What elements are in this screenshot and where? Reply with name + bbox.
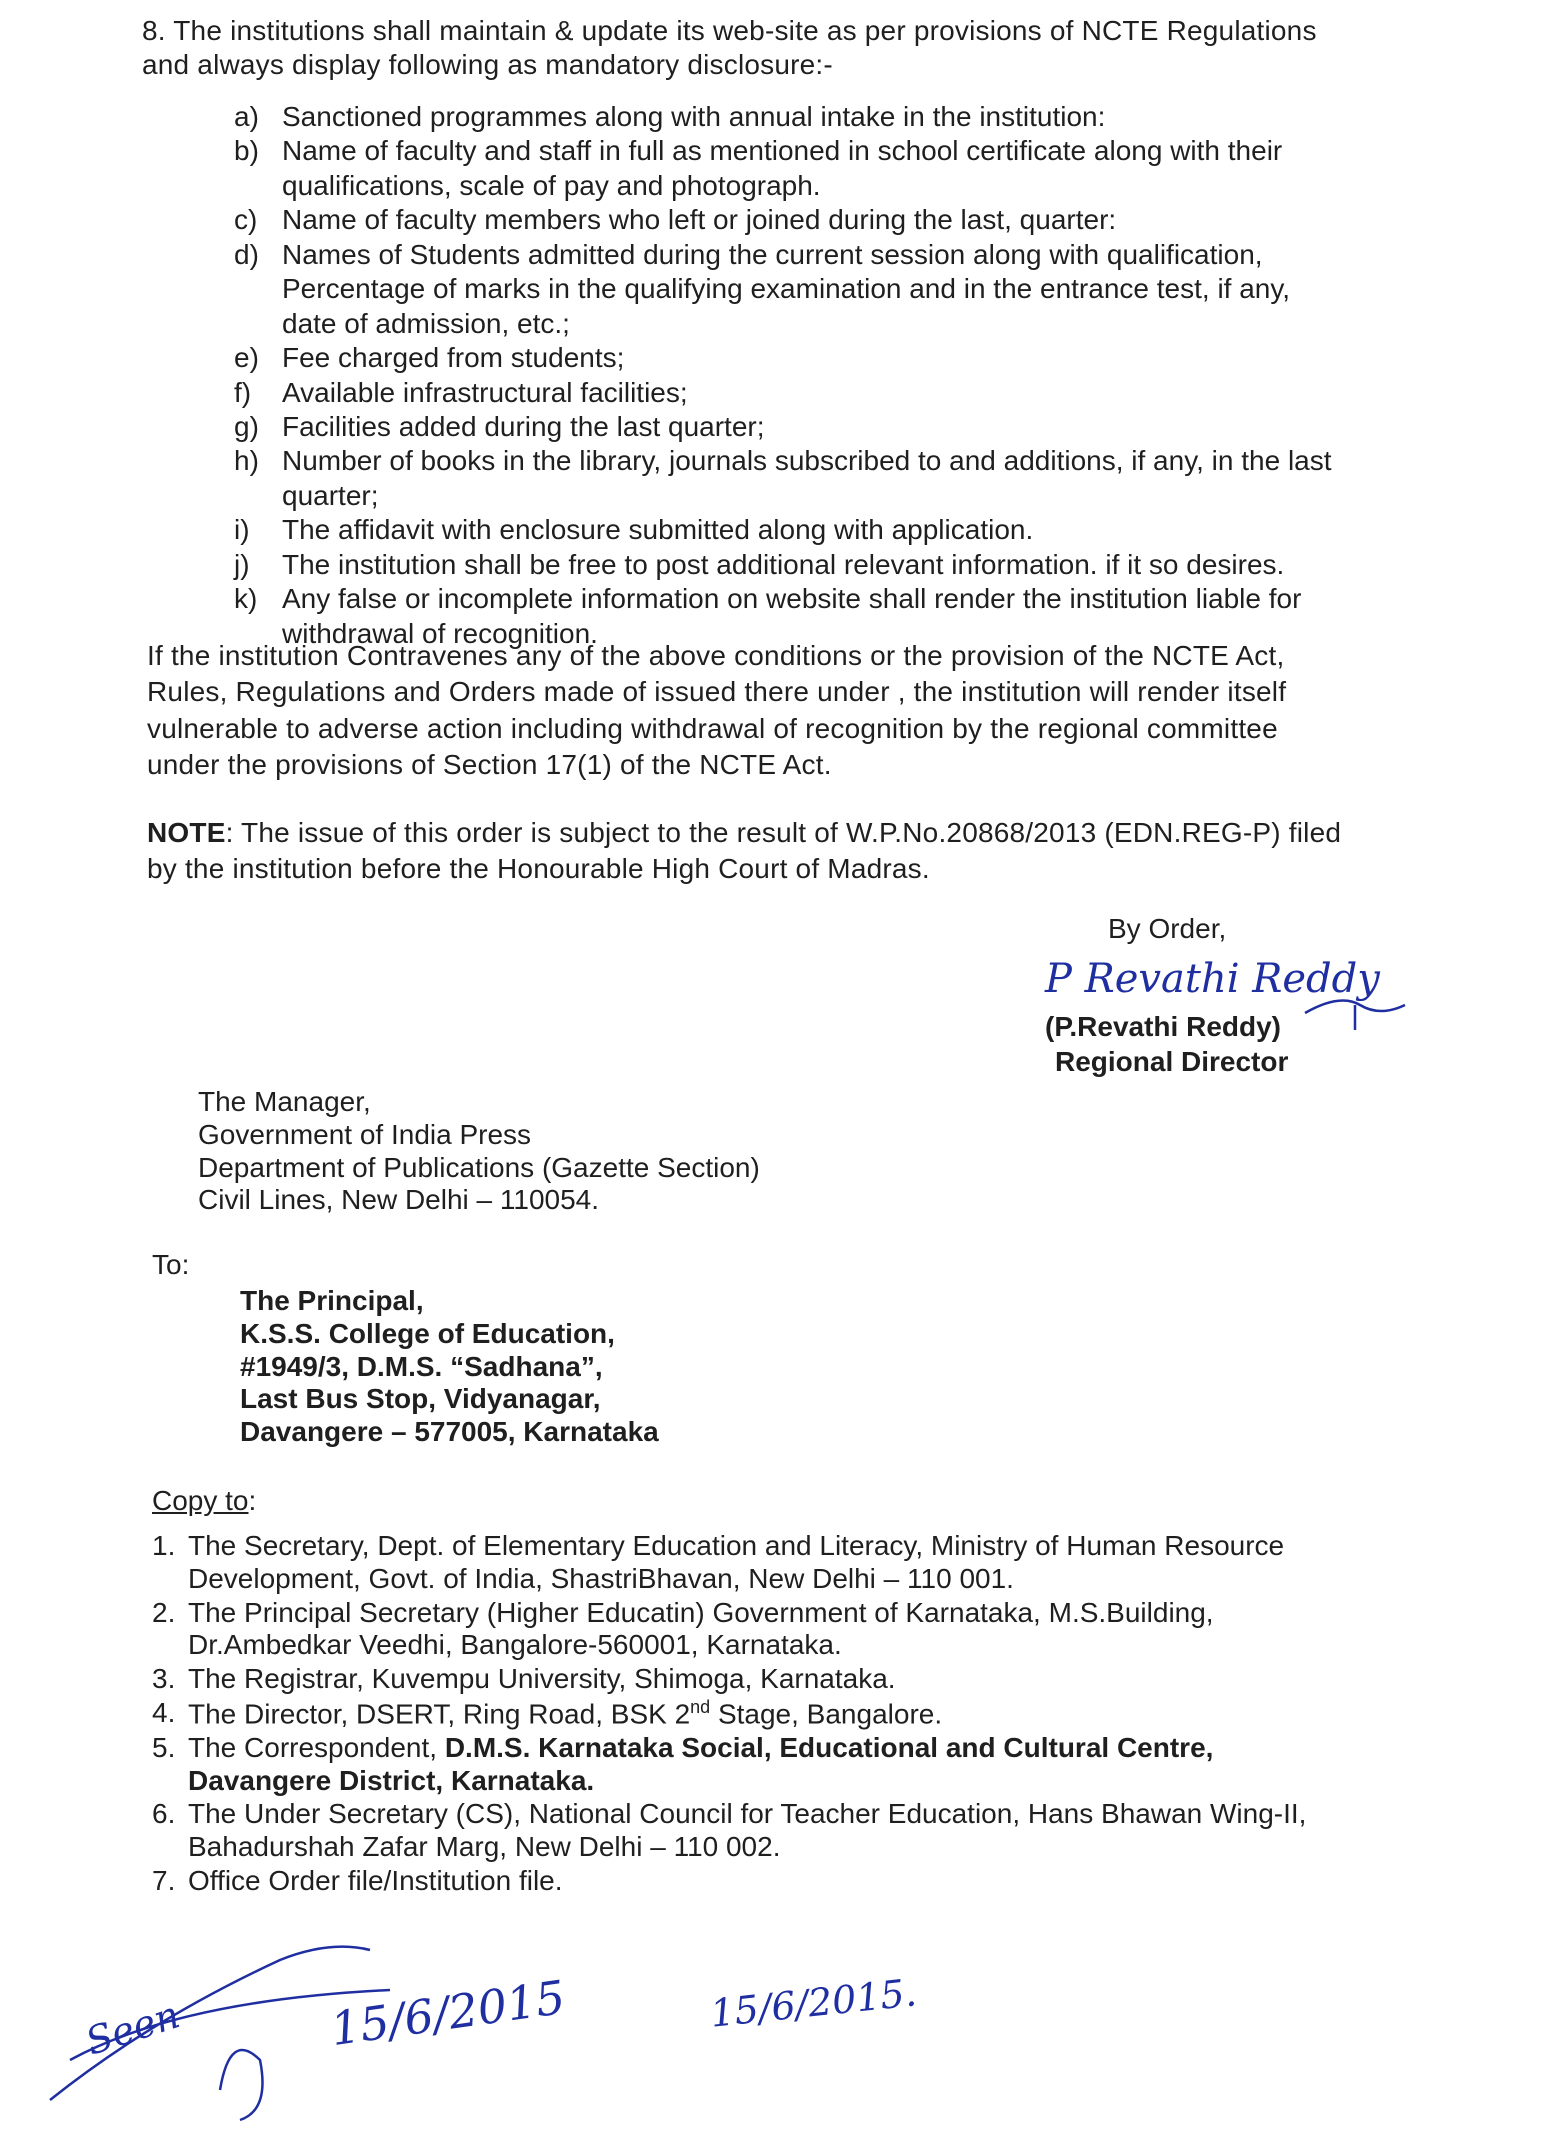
signature-flourish (1300, 985, 1410, 1035)
list-item (234, 376, 1344, 410)
item-label: h) (234, 445, 259, 477)
item-label: c) (234, 204, 258, 236)
list-item (152, 1798, 1352, 1864)
item-text: Names of Students admitted during the current session along with qualification, Percentage of marks in the qualifying examination and in the entrance test, if any, date of admission, etc.; (282, 238, 1291, 339)
address-line: Last Bus Stop, Vidyanagar, (240, 1383, 601, 1415)
item-text: Available infrastructural facilities; (282, 376, 688, 408)
item-label: j) (234, 548, 250, 580)
note-label: NOTE (147, 817, 226, 848)
signatory-name: (P.Revathi Reddy) (1045, 1011, 1281, 1042)
by-order: By Order, (1108, 913, 1227, 944)
item-text: Office Order file/Institution file. (188, 1864, 563, 1896)
address-line: Government of India Press (198, 1118, 532, 1150)
copy-to-list (152, 1530, 1352, 1898)
list-item (152, 1597, 1352, 1663)
item-text: The affidavit with enclosure submitted along with application. (282, 514, 1034, 546)
signatory-designation: Regional Director (1055, 1046, 1289, 1077)
copy-to-label: Copy to (152, 1485, 249, 1516)
list-item (234, 134, 1344, 203)
list-item (234, 203, 1344, 237)
copy-to-heading (152, 1484, 256, 1518)
item-label: k) (234, 583, 258, 615)
clause-text: The institutions shall maintain & update its web-site as per provisions of NCTE Regulations and always display following as mandatory disclosure:- (142, 15, 1317, 81)
item-text: The Registrar, Kuvempu University, Shimoga, Karnataka. (188, 1663, 896, 1694)
item-number: 6. (152, 1798, 176, 1830)
list-item (234, 410, 1344, 444)
item-text: Facilities added during the last quarter; (282, 410, 765, 442)
item-text: The Principal Secretary (Higher Educatin) Government of Karnataka, M.S.Building, Dr.Ambedkar Veedhi, Bangalore-560001, Karnataka. (188, 1596, 1214, 1661)
list-item (152, 1530, 1352, 1596)
item-number: 1. (152, 1530, 176, 1561)
item-text: Fee charged from students; (282, 342, 625, 374)
item-text: Number of books in the library, journals subscribed to and additions, if any, in the last quarter; (282, 445, 1332, 511)
handwritten-date-left: 15/6/2015 (327, 1969, 569, 2057)
item-text: Name of faculty and staff in full as mentioned in school certificate along with their qualifications, scale of pay and photograph. (282, 135, 1283, 201)
item-label: i) (234, 514, 250, 546)
address-line: Civil Lines, New Delhi – 110054. (198, 1184, 600, 1216)
to-label: To: (152, 1249, 190, 1280)
item-text: Any false or incomplete information on website shall render the institution liable for withdrawal of recognition. (282, 583, 1302, 649)
clause-number: 8. (142, 15, 166, 46)
item-text: The Secretary, Dept. of Elementary Education and Literacy, Ministry of Human Resource Development, Govt. of India, ShastriBhavan, New Delhi – 110 001. (188, 1530, 1285, 1594)
item-text-bold: D.M.S. Karnataka Social, Educational and Cultural Centre, Davangere District, Karnataka. (188, 1731, 1214, 1796)
clause-8 (142, 14, 1342, 83)
list-item (152, 1865, 1352, 1898)
item-number: 7. (152, 1864, 176, 1896)
list-item (234, 100, 1344, 134)
item-label: d) (234, 238, 259, 270)
item-label: g) (234, 410, 259, 442)
item-label: f) (234, 376, 252, 408)
item-text: Sanctioned programmes along with annual intake in the institution: (282, 101, 1106, 132)
note-text: : The issue of this order is subject to the result of W.P.No.20868/2013 (EDN.REG-P) filed by the institution before the Honourable High Court of Madras. (147, 817, 1342, 885)
disclosure-list (234, 100, 1344, 651)
address-line: The Manager, (198, 1086, 371, 1117)
item-text: The Under Secretary (CS), National Council for Teacher Education, Hans Bhawan Wing-II, Bahadurshah Zafar Marg, New Delhi – 110 002. (188, 1798, 1307, 1863)
ordinal-suffix: nd (690, 1696, 711, 1717)
list-item (234, 341, 1344, 375)
item-text-part: Stage, Bangalore. (710, 1698, 943, 1730)
signature: P Revathi Reddy (1045, 956, 1380, 1002)
item-number: 5. (152, 1731, 176, 1763)
address-line: Davangere – 577005, Karnataka (240, 1416, 659, 1447)
item-text: Name of faculty members who left or joined during the last, quarter: (282, 204, 1117, 236)
list-item (234, 238, 1344, 341)
note-paragraph (147, 815, 1347, 888)
item-number: 4. (152, 1696, 176, 1728)
contravene-paragraph: If the institution Contravenes any of the above conditions or the provision of the NCTE Act, Rules, Regulations and Orders made of issued there under , the institution will render itself vulnerable to adverse action including withdrawal of recognition by the regional committee under the provisions of Section 17(1) of the NCTE Act. (147, 640, 1287, 781)
item-label: b) (234, 135, 259, 167)
item-text-part: The Director, DSERT, Ring Road, BSK 2 (188, 1698, 691, 1730)
list-item (234, 444, 1344, 513)
item-text-part: The Correspondent, (188, 1731, 445, 1763)
item-number: 2. (152, 1596, 176, 1628)
handwritten-date-right: 15/6/2015. (708, 1970, 919, 2036)
item-text: The institution shall be free to post additional relevant information. if it so desires. (282, 548, 1285, 580)
item-label: a) (234, 101, 259, 132)
item-text (188, 1697, 942, 1731)
copy-to-colon: : (248, 1485, 257, 1516)
list-item (234, 513, 1344, 547)
list-item (234, 548, 1344, 582)
address-line: #1949/3, D.M.S. “Sadhana”, (240, 1350, 603, 1382)
item-number: 3. (152, 1663, 176, 1694)
handwritten-seen: Seen (80, 1992, 185, 2064)
recipient-address (240, 1285, 659, 1449)
list-item (152, 1697, 1352, 1731)
manager-address (198, 1086, 760, 1217)
item-label: e) (234, 342, 259, 374)
address-line: K.S.S. College of Education, (240, 1317, 615, 1349)
list-item (152, 1732, 1352, 1798)
item-text (188, 1732, 1352, 1798)
address-line: The Principal, (240, 1285, 424, 1316)
list-item (152, 1663, 1352, 1696)
address-line: Department of Publications (Gazette Section) (198, 1151, 760, 1183)
